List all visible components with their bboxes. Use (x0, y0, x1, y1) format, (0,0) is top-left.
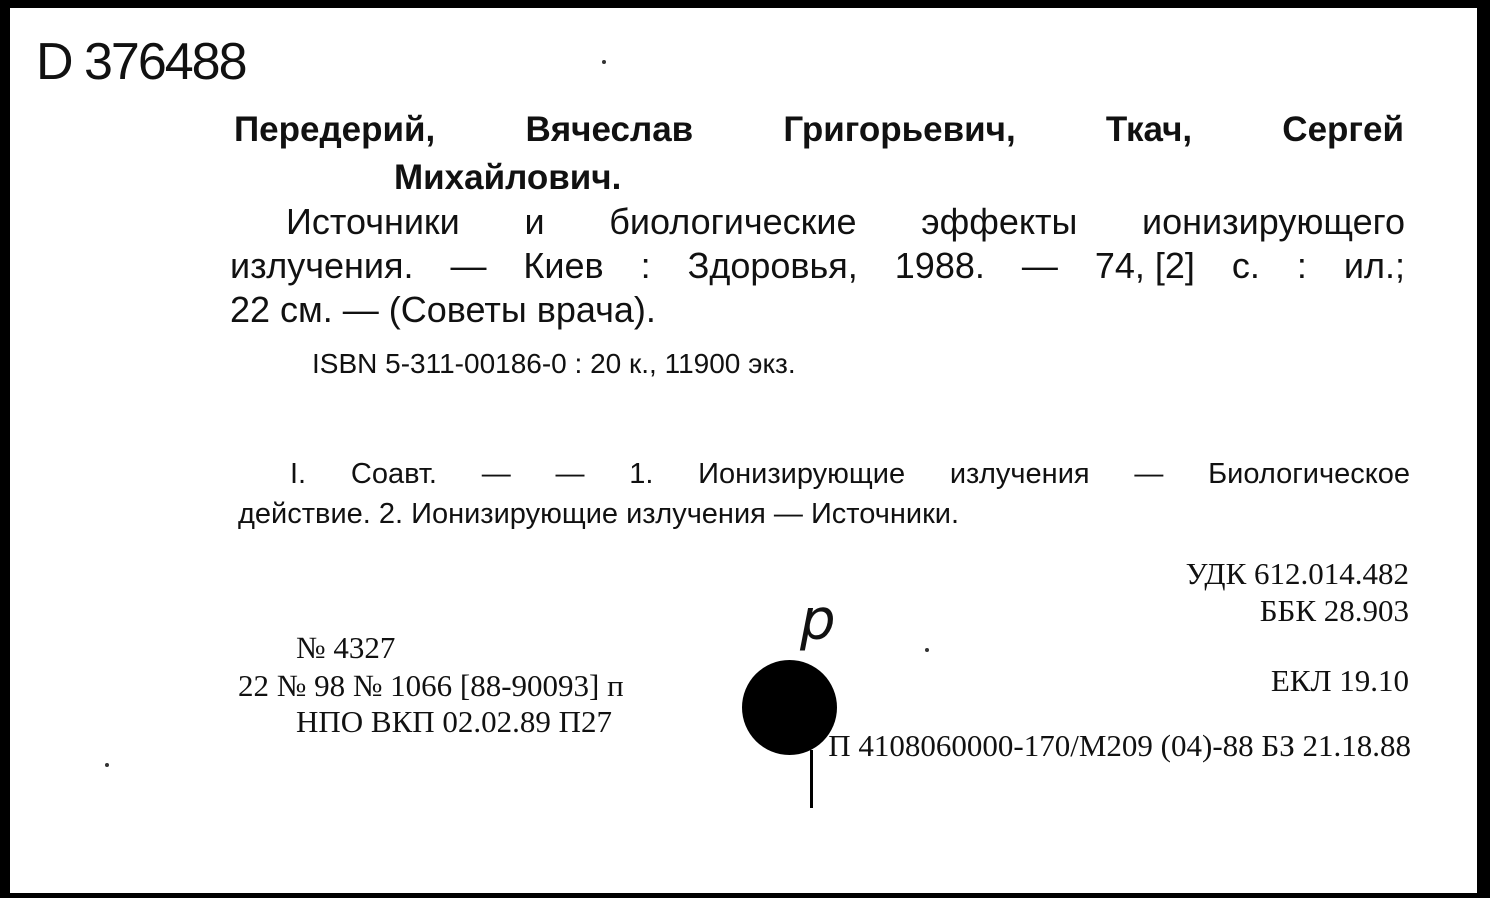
pencil-mark (810, 750, 813, 808)
author-heading (234, 106, 1404, 202)
title-word: : (1296, 245, 1307, 286)
inventory-line-3: НПО ВКП 02.02.89 П27 (296, 704, 613, 739)
author-line-2: Михайлович. (394, 158, 622, 197)
title-word: 1988. (894, 245, 985, 286)
ekl-code: ЕКЛ 19.10 (1270, 663, 1409, 698)
title-word: Киев (523, 245, 604, 286)
tracing-word: Биологическое (1208, 458, 1410, 490)
speck (105, 763, 109, 767)
tracing-word: 1. (629, 458, 654, 490)
isbn-line: ISBN 5-311-00186-0 : 20 к., 11900 экз. (312, 348, 796, 379)
title-word: ил.; (1343, 245, 1405, 286)
author-word: Вячеслав (525, 110, 694, 149)
title-word: — (450, 245, 487, 286)
tracing-word: — (555, 458, 585, 490)
bz-code: П 4108060000-170/М209 (04)-88 БЗ 21.18.88 (828, 728, 1411, 763)
title-word: ионизирующего (1142, 201, 1405, 242)
author-word: Сергей (1282, 110, 1404, 149)
author-line-1 (234, 106, 1404, 154)
inventory-line-1: № 4327 (296, 630, 396, 665)
title-word: — (1021, 245, 1058, 286)
title-word: эффекты (921, 201, 1078, 242)
tracing-word: I. (290, 458, 307, 490)
tracing-line-2: действие. 2. Ионизирующие излучения — Источники. (238, 498, 960, 530)
title-word: излучения. (230, 245, 414, 286)
title-word: с. (1231, 245, 1260, 286)
call-number: D 376488 (36, 33, 246, 91)
speck (602, 60, 606, 64)
title-line-1 (230, 200, 1405, 244)
title-word: : (640, 245, 651, 286)
speck (925, 648, 929, 652)
punch-hole (742, 660, 837, 755)
title-word: 74, [2] (1094, 245, 1195, 286)
tracing-word: — (481, 458, 511, 490)
subject-tracing (238, 454, 1410, 534)
tracing-word: Ионизирующие (698, 458, 906, 490)
title-word: и (524, 201, 545, 242)
inventory-line-2: 22 № 98 № 1066 [88-90093] п (238, 668, 624, 703)
title-word: биологические (609, 201, 857, 242)
title-statement (230, 200, 1405, 332)
catalog-card (10, 8, 1477, 893)
title-line-2 (230, 244, 1405, 288)
author-word: Григорьевич, (783, 110, 1016, 149)
title-line-3: 22 см. — (Советы врача). (230, 289, 656, 330)
tracing-word: Соавт. (350, 458, 437, 490)
title-word: Здоровья, (687, 245, 858, 286)
handwritten-mark: р (800, 588, 836, 653)
author-word: Ткач, (1105, 110, 1193, 149)
tracing-word: излучения (949, 458, 1090, 490)
bbk-code: ББК 28.903 (1259, 593, 1409, 628)
author-word: Передерий, (234, 110, 436, 149)
tracing-word: — (1134, 458, 1164, 490)
title-word: Источники (286, 201, 460, 242)
tracing-line-1 (238, 454, 1410, 494)
udk-code: УДК 612.014.482 (1185, 556, 1409, 591)
